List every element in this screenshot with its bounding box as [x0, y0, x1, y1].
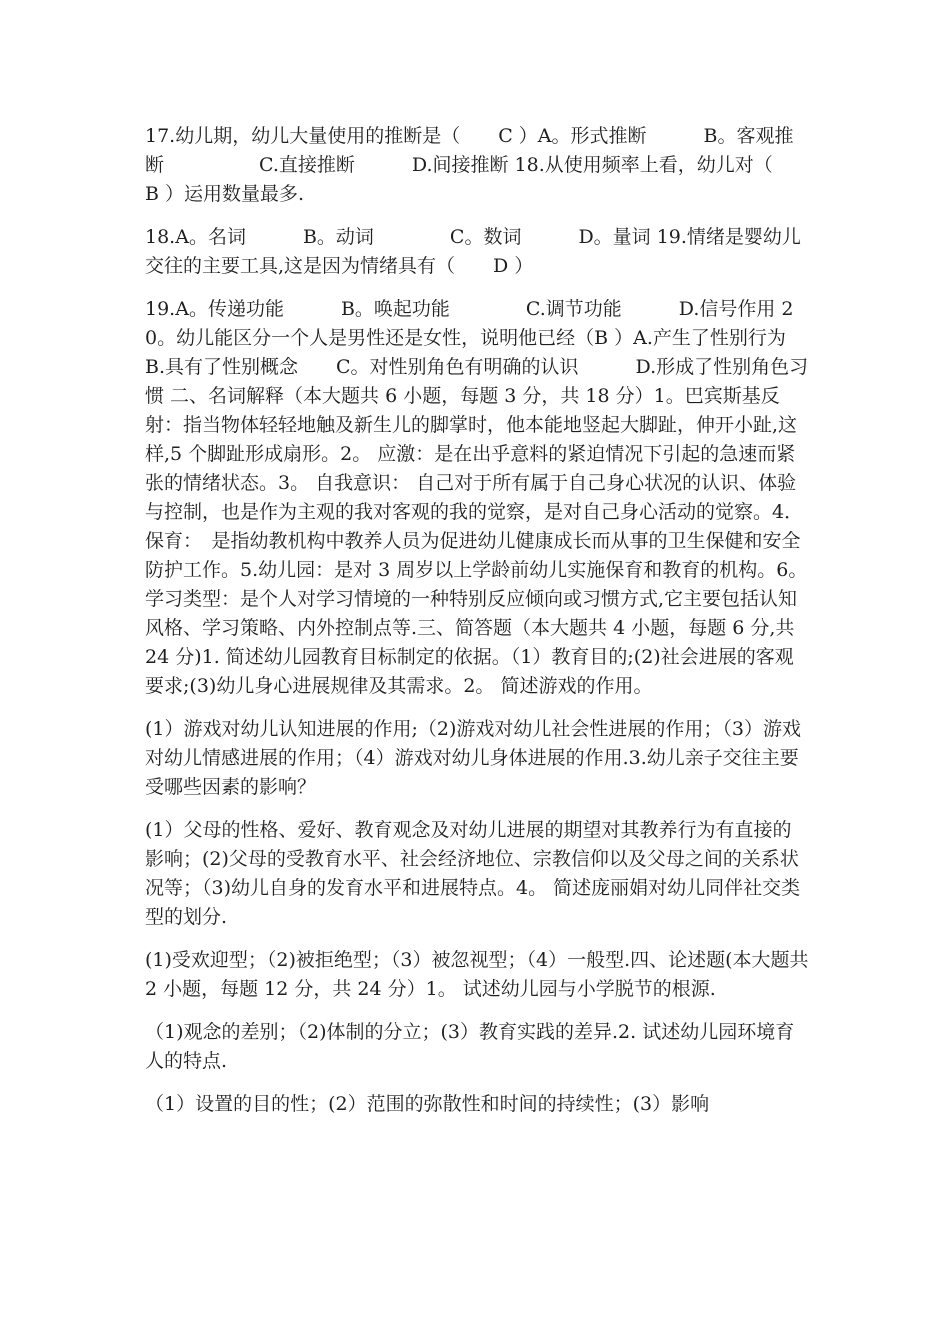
- paragraph-environment-features: （1）设置的目的性；(2）范围的弥散性和时间的持续性；(3）影响: [145, 1093, 710, 1115]
- paragraph-parent-factors: (1）父母的性格、爱好、教育观念及对幼儿进展的期望对其教养行为有直接的影响；(2)父母的受教育水平、社会经济地位、宗教信仰以及父母之间的关系状况等；（3)幼儿自身的发育水平和进展特点。4。 简述庞丽娟对幼儿同伴社交类型的划分.: [145, 819, 801, 928]
- paragraph-game-effects: (1）游戏对幼儿认知进展的作用;（2)游戏对幼儿社会性进展的作用；（3）游戏对幼儿情感进展的作用；（4）游戏对幼儿身体进展的作用.3.幼儿亲子交往主要受哪些因素的影响？: [145, 718, 801, 798]
- paragraph-questions-18-19: 18.A。名词 B。动词 C。数词 D。量词 19.情绪是婴幼儿交往的主要工具,这是因为情绪具有（ D ）: [145, 226, 801, 277]
- paragraph-questions-19-terms-short-answer: 19.A。传递功能 B。唤起功能 C.调节功能 D.信号作用 20。幼儿能区分一个人是男性还是女性，说明他已经（B ）A.产生了性别行为 B.具有了性别概念 C。对性别角色有明确的认识 D.形成了性别角色习惯 二、名词解释（本大题共 6 小题，每题 3 分，共 18 分）1。巴宾斯基反射：指当物体轻轻地触及新生儿的脚掌时，他本能地竖起大脚趾，伸开小趾,这样,5 个脚趾形成扇形。2。 应激：是在出乎意料的紧迫情况下引起的急速而紧张的情绪状态。3。 自我意识： 自己对于所有属于自己身心状况的认识、体验与控制，也是作为主观的我对客观的我的觉察，是对自己身心活动的觉察。4．保育： 是指幼教机构中教养人员为促进幼儿健康成长而从事的卫生保健和安全防护工作。5.幼儿园：是对 3 周岁以上学龄前幼儿实施保育和教育的机构。6。 学习类型：是个人对学习情境的一种特别反应倾向或习惯方式,它主要包括认知风格、学习策略、内外控制点等.三、简答题（本大题共 4 小题，每题 6 分,共 24 分)1. 简述幼儿园教育目标制定的依据。（1）教育目的;(2)社会进展的客观要求;(3)幼儿身心进展规律及其需求。2。 简述游戏的作用。: [145, 298, 824, 697]
- document-body: [145, 122, 824, 1133]
- paragraph-kindergarten-school-gap: （1)观念的差别；（2)体制的分立；(3）教育实践的差异.2. 试述幼儿园环境育人的特点.: [145, 1021, 795, 1072]
- paragraph-peer-types: (1)受欢迎型；（2)被拒绝型；（3）被忽视型；（4）一般型.四、论述题(本大题共 2 小题，每题 12 分，共 24 分）1。 试述幼儿园与小学脱节的根源.: [145, 949, 809, 1000]
- paragraph-questions-17-18: 17.幼儿期，幼儿大量使用的推断是（ C ）A。形式推断 B。客观推断 C.直接推断 D.间接推断 18.从使用频率上看，幼儿对（ B ）运用数量最多.: [145, 125, 811, 205]
